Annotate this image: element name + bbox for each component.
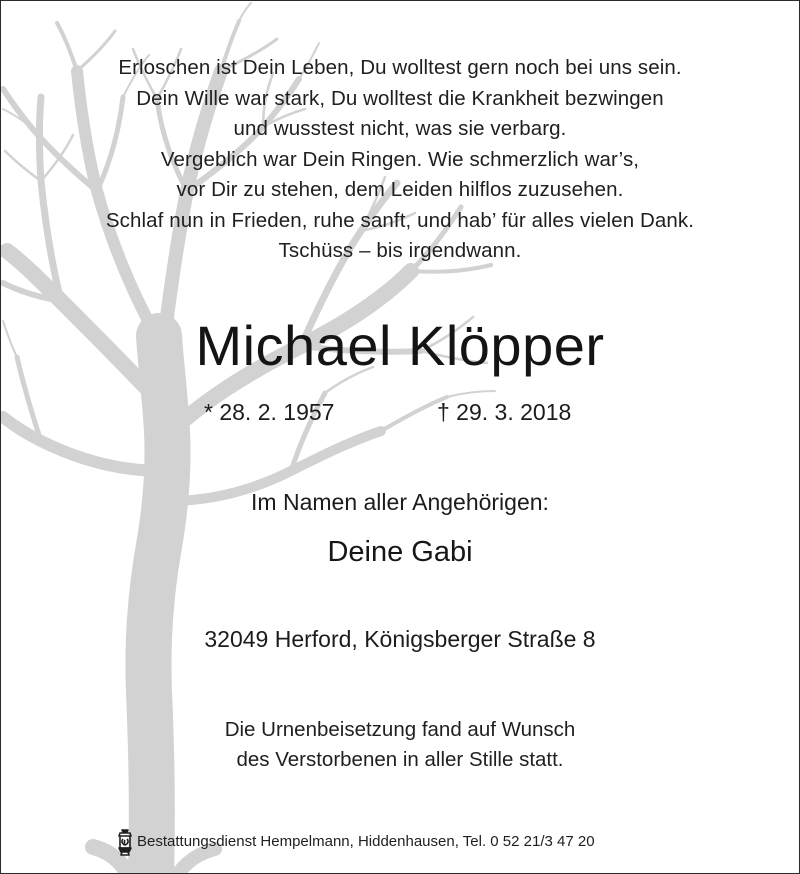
- life-dates: [1, 395, 799, 429]
- death-date: † 29. 3. 2018: [437, 399, 572, 425]
- mourners-intro: Im Namen aller Angehörigen:: [251, 489, 549, 515]
- poem-line: und wusstest nicht, was sie verbarg.: [233, 117, 567, 140]
- poem-line: Schlaf nun in Frieden, ruhe sanft, und hab’ für alles vielen Dank.: [105, 208, 695, 232]
- burial-note-line: des Verstorbenen in aller Stille statt.: [236, 748, 564, 771]
- signer-name: Deine Gabi: [327, 536, 473, 568]
- poem-line: Dein Wille war stark, Du wolltest die Krankheit bezwingen: [136, 86, 664, 110]
- poem-line: Vergeblich war Dein Ringen. Wie schmerzlich war’s,: [160, 147, 640, 171]
- address: 32049 Herford, Königsberger Straße 8: [204, 626, 596, 652]
- poem-line: Tschüss – bis irgendwann.: [278, 239, 522, 262]
- poem-line: Erloschen ist Dein Leben, Du wolltest gern noch bei uns sein.: [118, 56, 682, 79]
- burial-note-line: Die Urnenbeisetzung fand auf Wunsch: [224, 718, 576, 741]
- poem-line: vor Dir zu stehen, dem Leiden hilflos zuzusehen.: [176, 178, 624, 201]
- lantern-icon: [115, 828, 135, 856]
- poem: [1, 53, 799, 267]
- burial-note: [1, 715, 799, 775]
- funeral-home-footer: [115, 827, 595, 857]
- footer-text: Bestattungsdienst Hempelmann, Hiddenhausen, Tel. 0 52 21/3 47 20: [137, 833, 595, 851]
- birth-date: * 28. 2. 1957: [204, 399, 335, 425]
- deceased-name: Michael Klöpper: [195, 314, 605, 377]
